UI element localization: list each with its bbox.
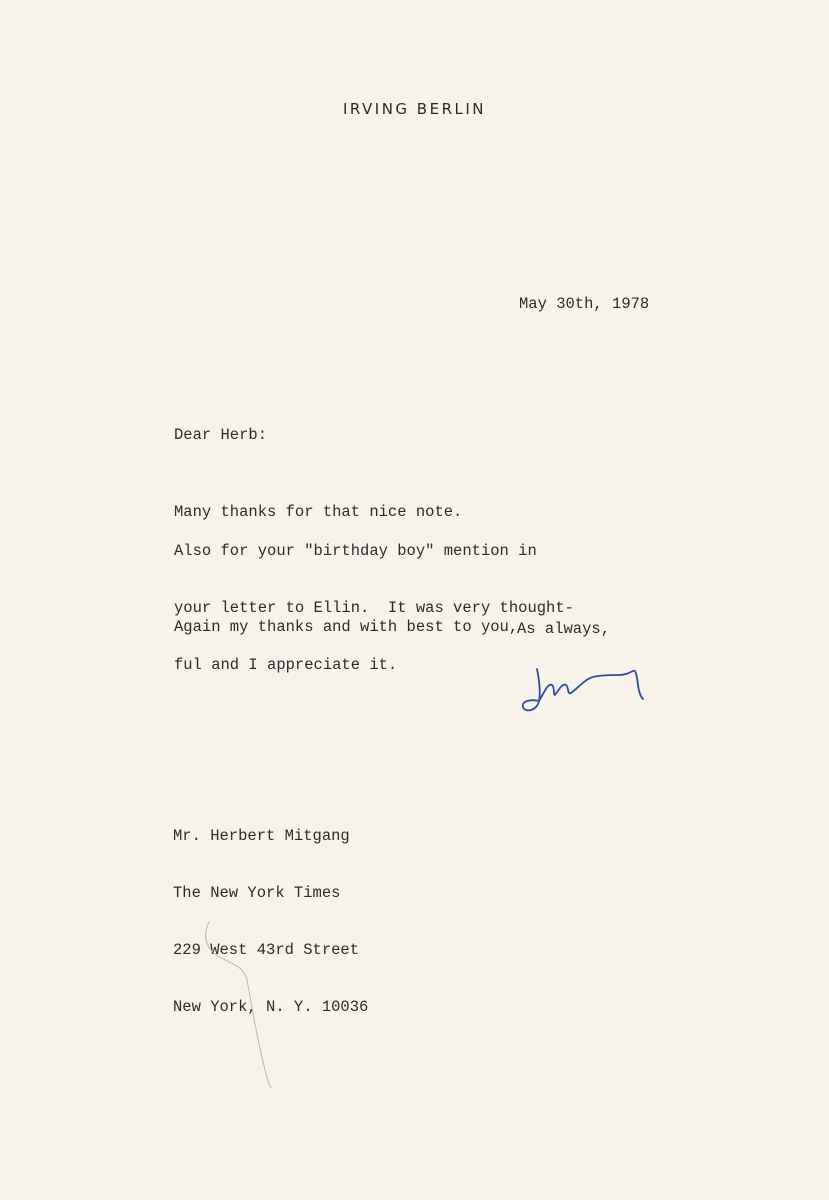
stray-pencil-mark — [195, 920, 285, 1090]
letter-date: May 30th, 1978 — [519, 295, 650, 313]
address-line: New York, N. Y. 10036 — [173, 998, 369, 1016]
address-line: The New York Times — [173, 884, 341, 902]
signature-stroke — [523, 669, 643, 710]
address-line: 229 West 43rd Street — [173, 941, 360, 959]
body-line: your letter to Ellin. It was very thought- — [174, 599, 574, 617]
address-line: Mr. Herbert Mitgang — [173, 827, 350, 845]
body-paragraph-3 — [174, 580, 518, 675]
body-line: Again my thanks and with best to you, — [174, 618, 519, 636]
handwritten-signature — [515, 655, 650, 720]
body-line: Also for your "birthday boy" mention in — [174, 542, 537, 560]
fold-line — [0, 404, 829, 406]
closing: As always, — [517, 620, 611, 638]
body-line: ful and I appreciate it. — [174, 656, 398, 674]
letterhead: IRVING BERLIN — [342, 100, 486, 118]
salutation: Dear Herb: — [174, 426, 268, 444]
body-line: Many thanks for that nice note. — [174, 503, 463, 521]
